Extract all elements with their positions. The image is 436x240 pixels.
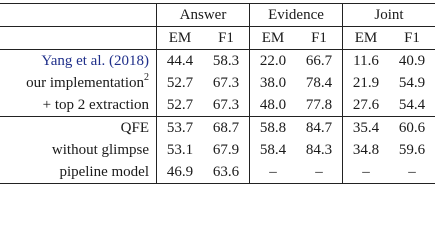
table-cell: 77.8: [305, 97, 333, 113]
table-cell: 63.6: [203, 161, 250, 184]
table-cell: 53.1: [157, 139, 204, 161]
table-cell: 52.7: [157, 72, 204, 94]
table-subheader-row: [0, 27, 435, 50]
table-cell: 54.4: [398, 97, 426, 113]
table-cell: 35.4: [343, 117, 390, 140]
header-joint: Joint: [343, 4, 436, 27]
subheader-evidence-f1: F1: [296, 27, 343, 50]
table-cell: 59.6: [398, 142, 426, 158]
table-row: [0, 72, 435, 94]
table-cell: –: [343, 161, 390, 184]
table-cell: 60.6: [389, 117, 435, 140]
header-evidence: Evidence: [250, 4, 343, 27]
table-cell: –: [250, 161, 297, 184]
table-cell: 44.4: [157, 50, 204, 73]
subheader-evidence-em: EM: [250, 27, 297, 50]
header-answer: Answer: [157, 4, 250, 27]
row-label: [0, 72, 157, 94]
header-blank-cell: [0, 4, 157, 27]
subheader-joint-f1: F1: [389, 27, 435, 50]
citation-link[interactable]: Yang et al. (2018): [41, 53, 149, 69]
table-cell: 40.9: [389, 50, 435, 73]
table-row: [0, 161, 435, 184]
row-label[interactable]: [0, 50, 157, 73]
subheader-answer-em: EM: [157, 27, 204, 50]
footnote-marker: 2: [144, 72, 149, 83]
subheader-blank-cell: [0, 27, 157, 50]
table-cell: 67.9: [212, 142, 240, 158]
table-cell: 11.6: [343, 50, 390, 73]
table-row: [0, 94, 435, 117]
table-group-header-row: [0, 4, 435, 27]
table-cell: 48.0: [250, 94, 297, 117]
table-cell: 67.3: [212, 97, 240, 113]
table-cell: 46.9: [157, 161, 204, 184]
table-cell: 52.7: [157, 94, 204, 117]
table-row: [0, 50, 435, 73]
row-label: QFE: [0, 117, 157, 140]
table-cell: 84.3: [305, 142, 333, 158]
subheader-joint-em: EM: [343, 27, 390, 50]
results-table: [0, 3, 435, 184]
row-label: pipeline model: [0, 161, 157, 184]
table-cell: 21.9: [343, 72, 390, 94]
table-cell: 38.0: [250, 72, 297, 94]
row-label: + top 2 extraction: [42, 97, 149, 113]
table-cell: 58.8: [250, 117, 297, 140]
table-cell: 58.3: [203, 50, 250, 73]
table-cell: 66.7: [296, 50, 343, 73]
table-cell: 67.3: [212, 75, 240, 91]
row-label: without glimpse: [51, 142, 149, 158]
table-row: [0, 139, 435, 161]
table-cell: 68.7: [203, 117, 250, 140]
row-label-text: our implementation: [26, 75, 144, 91]
table-cell: 84.7: [296, 117, 343, 140]
table-row: [0, 117, 435, 140]
table-cell: 53.7: [157, 117, 204, 140]
table-cell: 78.4: [305, 75, 333, 91]
subheader-answer-f1: F1: [203, 27, 250, 50]
table-cell: –: [389, 161, 435, 184]
table-cell: 58.4: [250, 139, 297, 161]
table-cell: –: [296, 161, 343, 184]
table-cell: 27.6: [343, 94, 390, 117]
table-cell: 34.8: [343, 139, 390, 161]
table-cell: 54.9: [398, 75, 426, 91]
table-cell: 22.0: [250, 50, 297, 73]
